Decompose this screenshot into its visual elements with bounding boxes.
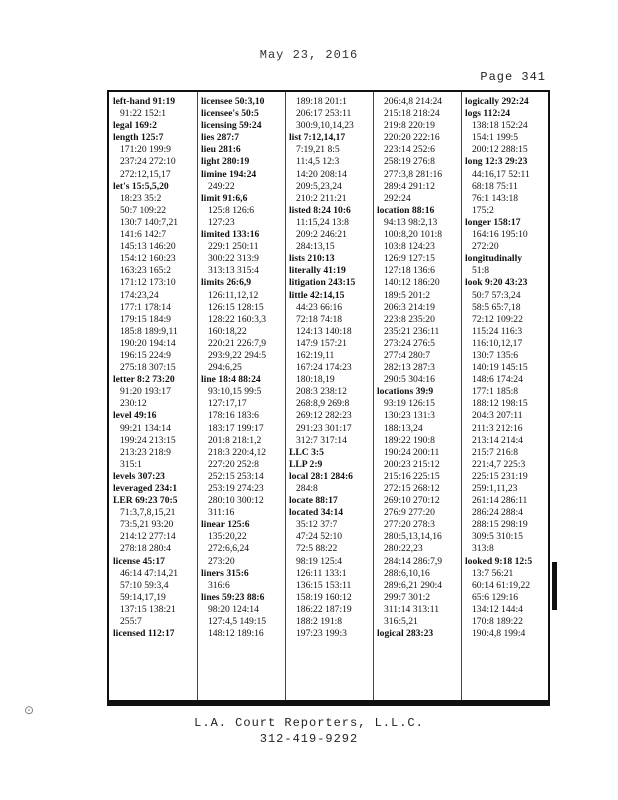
index-subentry: 261:14 286:11 [472, 495, 528, 507]
index-subentry: 252:15 253:14 [208, 470, 264, 482]
index-headword: look 9:20 43:23 [465, 277, 528, 289]
index-subentry: 125:8 126:6 [208, 204, 255, 216]
index-subentry: 148:6 174:24 [472, 374, 523, 386]
index-subentry: 289:4 291:12 [384, 180, 435, 192]
index-subentry: 209:5,23,24 [296, 180, 342, 192]
index-headword: listed 8:24 10:6 [289, 204, 351, 216]
index-subentry: 186:22 187:19 [296, 603, 352, 615]
index-subentry: 282:13 287:3 [384, 362, 435, 374]
index-headword: LLP 2:9 [289, 458, 323, 470]
index-headword: licensee 50:3,10 [201, 96, 265, 107]
index-subentry: 47:24 52:10 [296, 531, 343, 543]
index-subentry: 7:19,21 8:5 [296, 144, 340, 156]
index-headword: limits 26:6,9 [201, 277, 252, 289]
index-subentry: 141:6 142:7 [120, 229, 167, 241]
index-subentry: 213:14 214:4 [472, 434, 523, 446]
index-subentry: 183:17 199:17 [208, 422, 264, 434]
index-subentry: 127:18 136:6 [384, 265, 435, 277]
index-subentry: 294:6,25 [208, 362, 242, 374]
index-headword: liners 315:6 [201, 567, 249, 579]
index-subentry: 154:12 160:23 [120, 253, 176, 265]
scrollbar[interactable] [552, 562, 557, 610]
index-subentry: 311:16 [208, 507, 235, 519]
index-headword: location 88:16 [377, 204, 435, 216]
index-subentry: 72:18 74:18 [296, 313, 343, 325]
index-subentry: 223:14 252:6 [384, 144, 435, 156]
index-subentry: 171:12 173:10 [120, 277, 176, 289]
index-subentry: 127:23 [208, 216, 235, 228]
index-subentry: 280:10 300:12 [208, 495, 264, 507]
index-subentry: 130:7 135:6 [472, 349, 519, 361]
index-subentry: 309:5 310:15 [472, 531, 523, 543]
index-subentry: 200:12 288:15 [472, 144, 528, 156]
index-subentry: 189:5 201:2 [384, 289, 431, 301]
index-headword: logical 283:23 [377, 628, 434, 640]
index-subentry: 215:16 225:15 [384, 470, 440, 482]
index-headword: license 45:17 [113, 555, 165, 567]
transcript-date: May 23, 2016 [259, 48, 359, 62]
index-subentry: 93:19 126:15 [384, 398, 435, 410]
index-subentry: 188:2 191:8 [296, 616, 343, 628]
index-subentry: 128:22 160:3,3 [208, 313, 267, 325]
index-subentry: 50:7 109:22 [120, 204, 167, 216]
index-subentry: 230:12 [120, 398, 147, 410]
index-subentry: 197:23 199:3 [296, 628, 347, 640]
index-subentry: 211:3 212:16 [472, 422, 523, 434]
index-subentry: 223:8 235:20 [384, 313, 435, 325]
index-headword: looked 9:18 12:5 [465, 555, 533, 567]
index-subentry: 35:12 37:7 [296, 519, 338, 531]
index-subentry: 163:23 165:2 [120, 265, 171, 277]
index-headword: longitudinally [465, 253, 523, 265]
index-subentry: 59:14,17,19 [120, 591, 166, 603]
index-subentry: 209:2 246:21 [296, 229, 347, 241]
index-subentry: 178:16 183:6 [208, 410, 259, 422]
index-subentry: 185:8 189:9,11 [120, 325, 178, 337]
index-headword: linear 125:6 [201, 519, 250, 531]
index-subentry: 293:9,22 294:5 [208, 349, 267, 361]
index-subentry: 127:17,17 [208, 398, 247, 410]
index-subentry: 57:10 59:3,4 [120, 579, 169, 591]
index-subentry: 124:13 140:18 [296, 325, 352, 337]
index-subentry: 311:14 313:11 [384, 603, 439, 615]
index-subentry: 313:13 315:4 [208, 265, 259, 277]
index-subentry: 316:6 [208, 579, 230, 591]
index-subentry: 44:23 66:16 [296, 301, 343, 313]
index-subentry: 145:13 146:20 [120, 241, 176, 253]
index-subentry: 137:15 138:21 [120, 603, 176, 615]
index-headword: LER 69:23 70:5 [113, 495, 178, 507]
index-subentry: 206:17 253:11 [296, 108, 352, 120]
index-subentry: 13:7 56:21 [472, 567, 514, 579]
index-subentry: 275:18 307:15 [120, 362, 176, 374]
index-subentry: 99:21 134:14 [120, 422, 171, 434]
index-subentry: 46:14 47:14,21 [120, 567, 179, 579]
index-subentry: 218:3 220:4,12 [208, 446, 267, 458]
index-headword: leveraged 234:1 [113, 483, 178, 494]
index-headword: licensed 112:17 [113, 628, 175, 640]
index-subentry: 68:18 75:11 [472, 180, 518, 192]
index-headword: lieu 281:6 [201, 144, 241, 156]
index-subentry: 190:4,8 199:4 [472, 628, 526, 640]
index-column-3 [289, 96, 377, 640]
index-subentry: 272:6,6,24 [208, 543, 250, 555]
index-subentry: 273:20 [208, 555, 235, 567]
index-subentry: 126:15 128:15 [208, 301, 264, 313]
index-subentry: 71:3,7,8,15,21 [120, 507, 176, 519]
index-subentry: 219:8 220:19 [384, 120, 435, 132]
index-subentry: 221:4,7 225:3 [472, 458, 526, 470]
index-frame [107, 90, 550, 702]
index-headword: limited 133:16 [201, 229, 260, 241]
index-subentry: 72:12 109:22 [472, 313, 523, 325]
index-headword: locate 88:17 [289, 495, 338, 507]
index-subentry: 11:15,24 13:8 [296, 216, 349, 228]
index-subentry: 162:19,11 [296, 349, 335, 361]
index-subentry: 50:7 57:3,24 [472, 289, 521, 301]
index-subentry: 136:15 153:11 [296, 579, 352, 591]
index-headword: long 12:3 29:23 [465, 156, 528, 168]
index-headword: light 280:19 [201, 156, 250, 168]
index-subentry: 284:8 [296, 483, 318, 494]
index-subentry: 249:22 [208, 180, 235, 192]
index-subentry: 300:22 313:9 [208, 253, 259, 265]
index-subentry: 180:18,19 [296, 374, 335, 386]
index-subentry: 51:8 [472, 265, 490, 277]
index-subentry: 130:7 140:7,21 [120, 216, 179, 228]
index-subentry: 288:6,10,16 [384, 567, 430, 579]
index-subentry: 253:19 274:23 [208, 483, 264, 494]
index-headword: lies 287:7 [201, 132, 240, 144]
index-subentry: 148:12 189:16 [208, 628, 264, 640]
index-headword: levels 307:23 [113, 470, 165, 482]
index-subentry: 272:12,15,17 [120, 168, 171, 180]
index-subentry: 130:23 131:3 [384, 410, 435, 422]
index-subentry: 44:16,17 52:11 [472, 168, 530, 180]
index-subentry: 134:12 144:4 [472, 603, 523, 615]
index-headword: logically 292:24 [465, 96, 529, 107]
index-headword: length 125:7 [113, 132, 164, 144]
scan-mark-icon: ⊙ [24, 703, 35, 717]
index-subentry: 210:2 211:21 [296, 192, 347, 204]
index-headword: legal 169:2 [113, 120, 157, 132]
index-subentry: 18:23 35:2 [120, 192, 162, 204]
index-subentry: 126:11 133:1 [296, 567, 347, 579]
index-subentry: 100:8,20 101:8 [384, 229, 443, 241]
index-subentry: 229:1 250:11 [208, 241, 259, 253]
index-subentry: 315:1 [120, 458, 142, 470]
index-subentry: 206:3 214:19 [384, 301, 435, 313]
index-headword: limit 91:6,6 [201, 192, 248, 204]
index-subentry: 115:24 116:3 [472, 325, 523, 337]
index-subentry: 220:21 226:7,9 [208, 337, 267, 349]
footer-phone: 312-419-9292 [259, 732, 359, 746]
index-subentry: 206:4,8 214:24 [384, 96, 443, 107]
index-subentry: 91:22 152:1 [120, 108, 167, 120]
index-subentry: 277:3,8 281:16 [384, 168, 443, 180]
index-subentry: 116:10,12,17 [472, 337, 523, 349]
index-subentry: 215:7 216:8 [472, 446, 519, 458]
index-subentry: 227:20 252:8 [208, 458, 259, 470]
index-subentry: 175:2 [472, 204, 494, 216]
index-subentry: 98:19 125:4 [296, 555, 343, 567]
index-subentry: 273:24 276:5 [384, 337, 435, 349]
index-headword: logs 112:24 [465, 108, 511, 120]
index-subentry: 259:1,11,23 [472, 483, 518, 494]
index-subentry: 177:1 185:8 [472, 386, 519, 398]
index-subentry: 179:15 184:9 [120, 313, 171, 325]
index-headword: list 7:12,14,17 [289, 132, 346, 144]
index-subentry: 288:15 298:19 [472, 519, 528, 531]
index-subentry: 160:18,22 [208, 325, 247, 337]
index-subentry: 280:22,23 [384, 543, 423, 555]
index-subentry: 269:12 282:23 [296, 410, 352, 422]
index-subentry: 135:20,22 [208, 531, 247, 543]
index-subentry: 201:8 218:1,2 [208, 434, 262, 446]
index-subentry: 76:1 143:18 [472, 192, 519, 204]
index-subentry: 291:23 301:17 [296, 422, 352, 434]
index-subentry: 58:5 65:7,18 [472, 301, 521, 313]
index-subentry: 174:23,24 [120, 289, 159, 301]
index-subentry: 73:5,21 93:20 [120, 519, 174, 531]
index-subentry: 190:24 200:11 [384, 446, 440, 458]
index-subentry: 280:5,13,14,16 [384, 531, 442, 543]
index-subentry: 299:7 301:2 [384, 591, 431, 603]
index-column-4 [377, 96, 465, 640]
index-subentry: 235:21 236:11 [384, 325, 440, 337]
index-subentry: 225:15 231:19 [472, 470, 528, 482]
index-subentry: 272:15 268:12 [384, 483, 440, 494]
index-subentry: 237:24 272:10 [120, 156, 176, 168]
index-subentry: 189:18 201:1 [296, 96, 347, 107]
index-subentry: 208:3 238:12 [296, 386, 347, 398]
index-headword: local 28:1 284:6 [289, 470, 353, 482]
index-headword: let's 15:5,5,20 [113, 180, 169, 192]
index-subentry: 177:1 178:14 [120, 301, 171, 313]
index-subentry: 188:13,24 [384, 422, 423, 434]
index-subentry: 286:24 288:4 [472, 507, 523, 519]
index-headword: limine 194:24 [201, 168, 257, 180]
index-subentry: 204:3 207:11 [472, 410, 523, 422]
index-subentry: 170:8 189:22 [472, 616, 523, 628]
index-subentry: 289:6,21 290:4 [384, 579, 443, 591]
index-subentry: 300:9,10,14,23 [296, 120, 354, 132]
index-subentry: 284:14 286:7,9 [384, 555, 443, 567]
index-headword: letter 8:2 73:20 [113, 374, 175, 386]
index-subentry: 255:7 [120, 616, 142, 628]
index-subentry: 65:6 129:16 [472, 591, 519, 603]
index-subentry: 93:10,15 99:5 [208, 386, 262, 398]
index-headword: literally 41:19 [289, 265, 346, 277]
index-subentry: 277:4 280:7 [384, 349, 431, 361]
index-subentry: 140:12 186:20 [384, 277, 440, 289]
page-number: Page 341 [480, 70, 546, 84]
index-subentry: 290:5 304:16 [384, 374, 435, 386]
index-subentry: 98:20 124:14 [208, 603, 259, 615]
index-subentry: 196:15 224:9 [120, 349, 171, 361]
index-headword: lines 59:23 88:6 [201, 591, 265, 603]
index-subentry: 214:12 277:14 [120, 531, 176, 543]
index-subentry: 140:19 145:15 [472, 362, 528, 374]
index-subentry: 215:18 218:24 [384, 108, 440, 120]
index-subentry: 94:13 98:2,13 [384, 216, 438, 228]
index-subentry: 269:10 270:12 [384, 495, 440, 507]
index-subentry: 147:9 157:21 [296, 337, 347, 349]
index-headword: litigation 243:15 [289, 277, 356, 289]
index-subentry: 213:23 218:9 [120, 446, 171, 458]
index-subentry: 220:20 222:16 [384, 132, 440, 144]
index-subentry: 164:16 195:10 [472, 229, 528, 241]
index-subentry: 103:8 124:23 [384, 241, 435, 253]
index-headword: LLC 3:5 [289, 446, 324, 458]
index-headword: licensing 59:24 [201, 120, 262, 132]
index-subentry: 284:13,15 [296, 241, 335, 253]
index-subentry: 292:24 [384, 192, 411, 204]
index-column-2 [201, 96, 289, 640]
index-headword: left-hand 91:19 [113, 96, 176, 107]
index-subentry: 154:1 199:5 [472, 132, 519, 144]
index-subentry: 313:8 [472, 543, 494, 555]
index-subentry: 272:20 [472, 241, 499, 253]
index-subentry: 188:12 198:15 [472, 398, 528, 410]
index-headword: little 42:14,15 [289, 289, 345, 301]
index-subentry: 190:20 194:14 [120, 337, 176, 349]
index-headword: locations 39:9 [377, 386, 434, 398]
index-subentry: 199:24 213:15 [120, 434, 176, 446]
index-subentry: 171:20 199:9 [120, 144, 171, 156]
index-subentry: 72:5 88:22 [296, 543, 338, 555]
index-subentry: 316:5,21 [384, 616, 418, 628]
index-subentry: 138:18 152:24 [472, 120, 528, 132]
index-headword: lists 210:13 [289, 253, 335, 265]
index-subentry: 167:24 174:23 [296, 362, 352, 374]
index-subentry: 268:8,9 269:8 [296, 398, 350, 410]
index-subentry: 126:11,12,12 [208, 289, 259, 301]
index-subentry: 91:20 193:17 [120, 386, 171, 398]
index-subentry: 312:7 317:14 [296, 434, 347, 446]
index-subentry: 158:19 160:12 [296, 591, 352, 603]
index-column-5 [465, 96, 553, 640]
index-headword: line 18:4 88:24 [201, 374, 261, 386]
index-subentry: 277:20 278:3 [384, 519, 435, 531]
index-subentry: 278:18 280:4 [120, 543, 171, 555]
index-subentry: 276:9 277:20 [384, 507, 435, 519]
index-headword: level 49:16 [113, 410, 157, 422]
index-column-1 [113, 96, 201, 640]
index-headword: located 34:14 [289, 507, 344, 519]
index-headword: longer 158:17 [465, 216, 521, 228]
index-subentry: 126:9 127:15 [384, 253, 435, 265]
index-subentry: 11:4,5 12:3 [296, 156, 340, 168]
index-subentry: 200:23 215:12 [384, 458, 440, 470]
footer-company: L.A. Court Reporters, L.L.C. [194, 716, 424, 730]
index-subentry: 127:4,5 149:15 [208, 616, 267, 628]
index-subentry: 60:14 61:19,22 [472, 579, 531, 591]
index-subentry: 189:22 190:8 [384, 434, 435, 446]
index-subentry: 14:20 208:14 [296, 168, 347, 180]
index-headword: licensee's 50:5 [201, 108, 259, 120]
index-subentry: 258:19 276:8 [384, 156, 435, 168]
